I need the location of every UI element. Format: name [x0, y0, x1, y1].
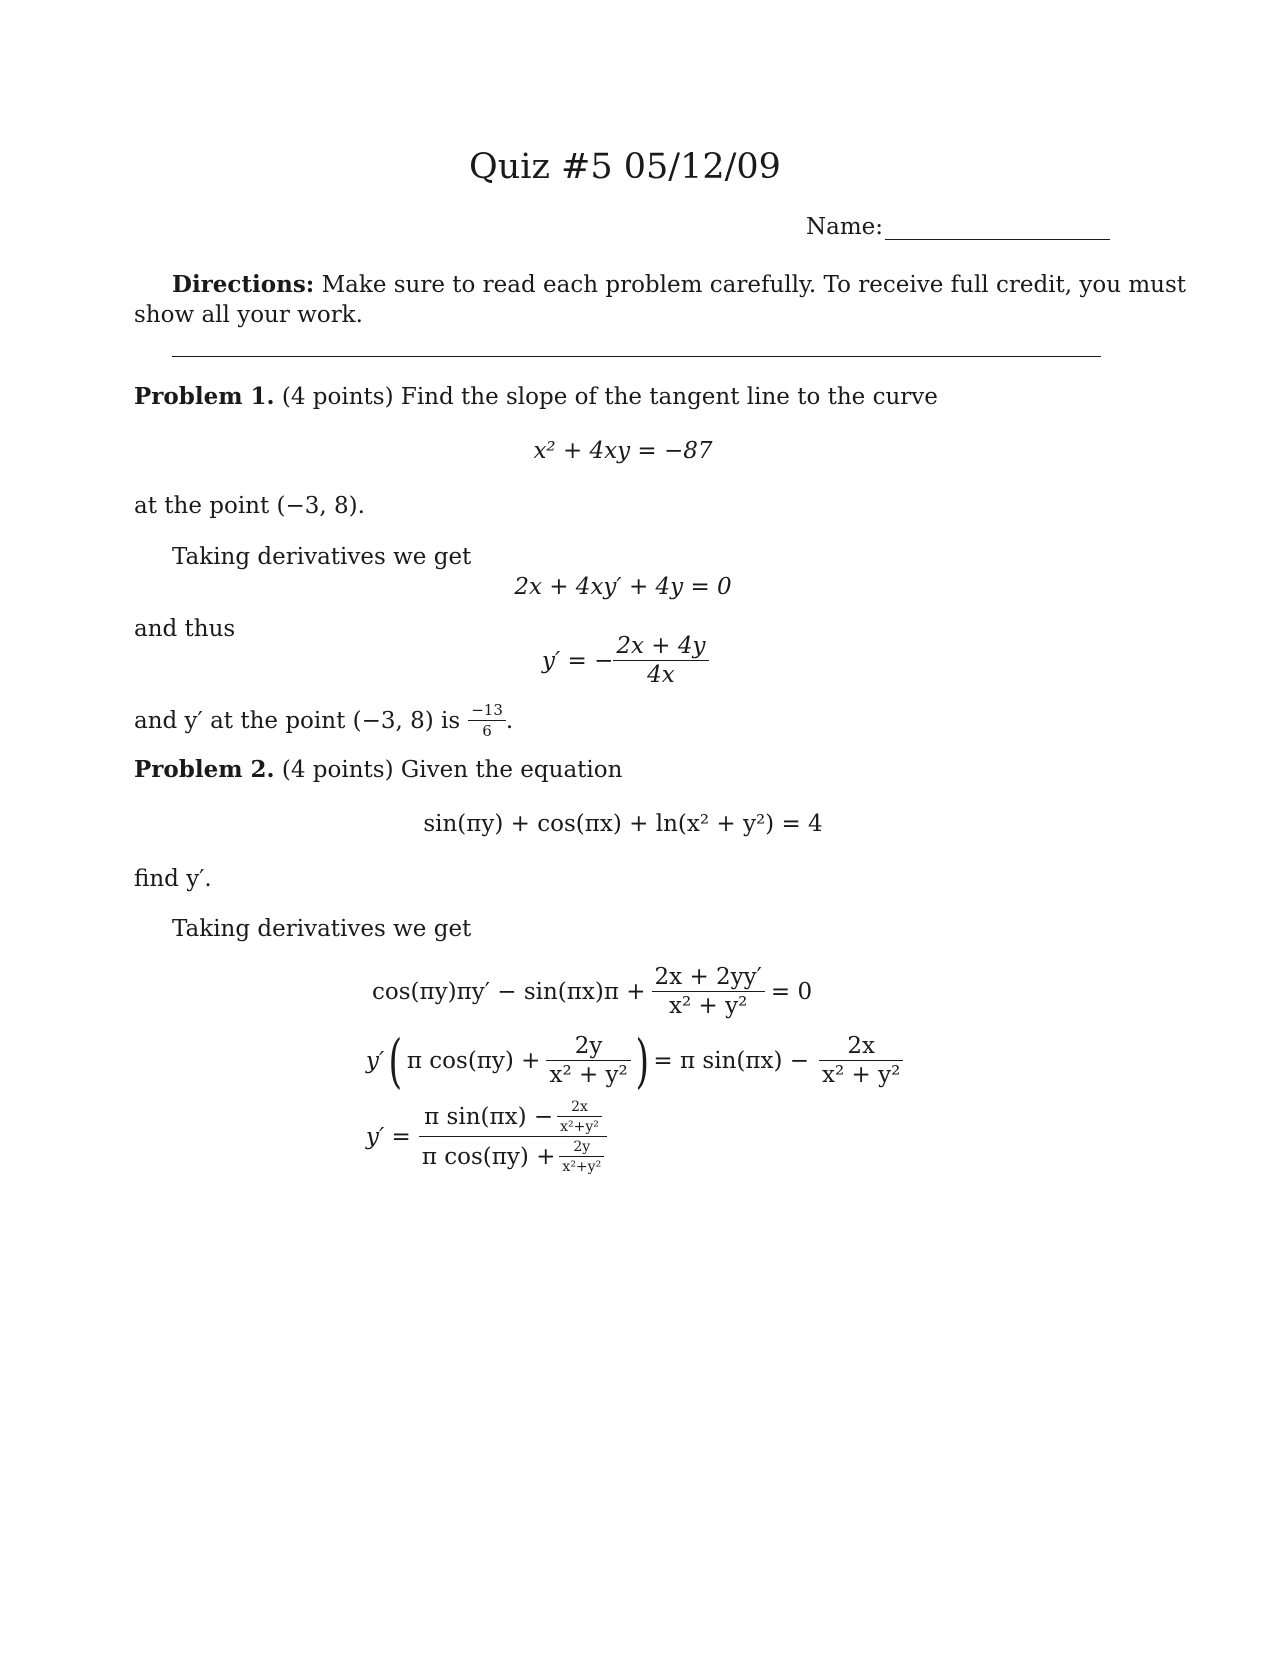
problem-2-find-text: find y′.: [134, 866, 212, 892]
line-3-bottom-denominator: x²+y²: [562, 1159, 602, 1175]
line-2-mid: = π sin(πx) −: [653, 1047, 810, 1074]
line-3-top-text: π sin(πx) −: [424, 1103, 554, 1130]
right-paren: ): [635, 1027, 649, 1095]
line-1-denominator: x² + y²: [669, 993, 748, 1019]
answer-text: and y′ at the point (−3, 8) is: [134, 707, 461, 734]
line-1-numerator: 2x + 2yy′: [652, 966, 765, 992]
line-3-bottom: [419, 1137, 607, 1174]
problem-2-label: Problem 2.: [134, 756, 275, 783]
problem-1-and-thus: and thus: [134, 616, 236, 642]
section-divider: [172, 356, 1101, 357]
line-3-top: [419, 1100, 607, 1137]
problem-1-label: Problem 1.: [134, 383, 275, 410]
line-2-denominator-2: x² + y²: [822, 1062, 901, 1088]
problem-2-step-text: Taking derivatives we get: [172, 916, 472, 942]
yprime-numerator: 2x + 4y: [613, 635, 708, 661]
problem-1-yprime-equation: [542, 635, 709, 687]
line-2-fraction-2: [819, 1035, 903, 1087]
line-2-numerator-2: 2x: [819, 1035, 903, 1061]
answer-end: .: [505, 707, 514, 734]
line-2-numerator-1: 2y: [546, 1035, 630, 1061]
problem-2-equation: sin(πy) + cos(πx) + ln(x² + y²) = 4: [423, 811, 823, 837]
problem-1-prompt: (4 points) Find the slope of the tangent line to the curve: [281, 384, 938, 410]
line-3-lhs: y′ =: [366, 1123, 411, 1150]
line-3-fraction: [419, 1100, 607, 1174]
line-2-yprime: y′: [366, 1047, 385, 1074]
problem-1-step-text: Taking derivatives we get: [172, 544, 472, 570]
line-3-top-fraction: [557, 1100, 602, 1134]
answer-numerator: −13: [468, 703, 506, 721]
directions-line-1: [172, 273, 1186, 297]
left-paren: (: [388, 1027, 403, 1095]
line-3-top-numerator: 2x: [557, 1100, 602, 1117]
line-1-fraction: [652, 966, 765, 1018]
line-2-inner: π cos(πy) +: [406, 1047, 541, 1074]
problem-2-prompt: (4 points) Given the equation: [281, 757, 623, 783]
directions-text-1: Make sure to read each problem carefully. To receive full credit, you must: [321, 272, 1187, 298]
line-2-denominator-1: x² + y²: [549, 1062, 628, 1088]
line-1-right: = 0: [770, 978, 813, 1005]
answer-fraction: [468, 703, 506, 739]
yprime-fraction: [613, 635, 708, 687]
derivation-line-1: [372, 966, 812, 1018]
directions-line-2: show all your work.: [134, 302, 363, 328]
problem-1-point-text: at the point (−3, 8).: [134, 493, 365, 519]
derivation-line-3: [366, 1100, 607, 1174]
problem-1-equation: x² + 4xy = −87: [533, 438, 713, 464]
directions-label: Directions:: [172, 271, 315, 298]
line-3-bottom-text: π cos(πy) +: [421, 1143, 556, 1170]
name-blank-line: [885, 239, 1110, 240]
line-2-fraction-1: [546, 1035, 630, 1087]
line-3-bottom-numerator: 2y: [559, 1140, 604, 1157]
problem-1-heading: [134, 385, 938, 409]
page-title: Quiz #5 05/12/09: [469, 147, 781, 187]
yprime-denominator: 4x: [647, 662, 675, 688]
problem-1-answer: [134, 703, 513, 739]
line-1-left: cos(πy)πy′ − sin(πx)π +: [372, 978, 646, 1005]
line-3-bottom-fraction: [559, 1140, 604, 1174]
derivation-line-2: [366, 1027, 903, 1095]
problem-2-heading: [134, 758, 622, 782]
answer-denominator: 6: [482, 722, 492, 740]
yprime-lhs: y′ = −: [542, 647, 614, 674]
problem-1-derivative: 2x + 4xy′ + 4y = 0: [514, 574, 732, 600]
line-3-top-denominator: x²+y²: [560, 1119, 599, 1135]
name-label: Name:: [806, 214, 884, 240]
